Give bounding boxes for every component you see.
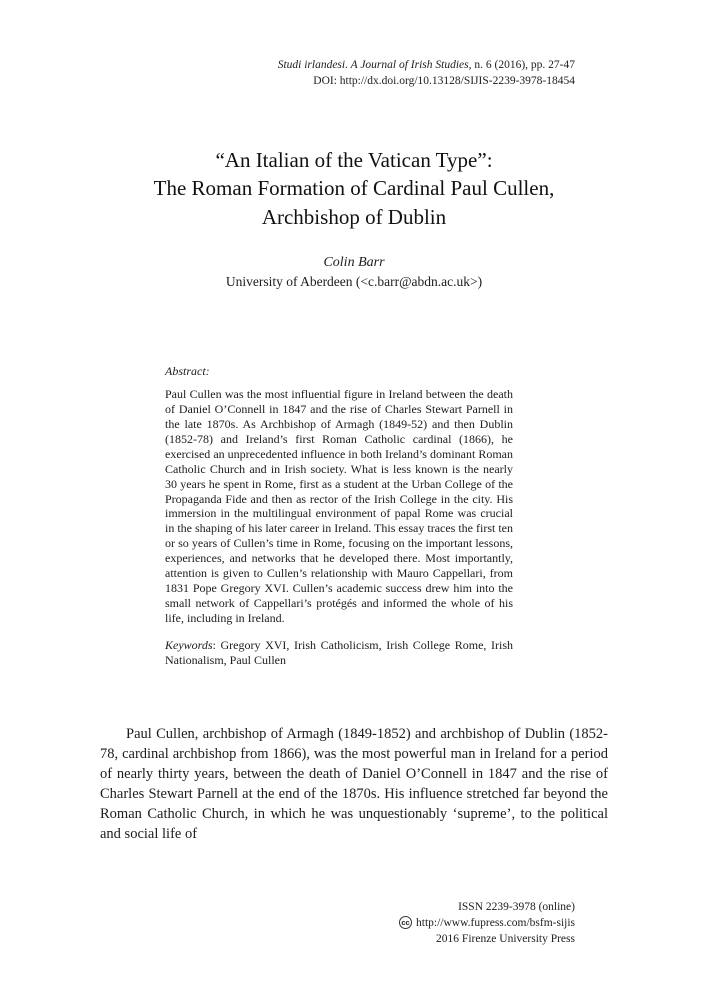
author-affiliation: University of Aberdeen (<c.barr@abdn.ac.uk>) [225,273,483,289]
keywords-line [165,638,513,668]
article-body [100,724,608,844]
page-footer [399,899,575,947]
publisher-url-link[interactable]: http://www.fupress.com/bsfm-sijis [416,916,575,929]
body-paragraph: Paul Cullen, archbishop of Armagh (1849-1852) and archbishop of Dublin (1852-78, cardinal archbishop from 1866), was the most powerful man in Ireland for a period of nearly thirty years, between the death of Daniel O’Connell in 1847 and the rise of Charles Stewart Parnell at the end of the 1870s. His influence stretched far beyond the Roman Catholic Church, in which he was unquestionably ‘supreme’, to the political and social life of [100,726,608,843]
journal-header [100,58,575,89]
publisher-line: 2016 Firenze University Press [436,932,575,945]
author-block [100,253,608,291]
license-line [399,915,575,931]
issn-line: ISSN 2239-3978 (online) [458,900,575,913]
keywords-text: : Gregory XVI, Irish Catholicism, Irish College Rome, Irish Nationalism, Paul Cullen [165,638,513,668]
abstract-section [165,364,513,669]
abstract-text: Paul Cullen was the most influential figure in Ireland between the death of Daniel O’Connell in 1847 and the rise of Charles Stewart Parnell in the late 1870s. As Archbishop of Armagh (1849-52) and then Dublin (1852-78) and Ireland’s first Roman Catholic cardinal (1866), he exercised an unprecedented influence in both Ireland’s dominant Roman Catholic Church and in Irish society. What is less known is the nearly 30 years he spent in Rome, first as a student at the Urban College of the Propaganda Fide and then as rector of the Irish College in the city. His immersion in the multilingual environment of papal Rome was crucial in the shaping of his later career in Ireland. This essay traces the first ten or so years of Cullen’s time in Rome, focusing on the important lessons, experiences, and networks that he developed there. Most importantly, attention is given to Cullen’s relationship with Mauro Cappellari, from 1831 Pope Gregory XVI. Cullen’s academic success drew him into the small network of Cappellari’s protégés and informed the whole of his life, including in Ireland. [165,387,513,625]
journal-citation [100,58,575,74]
article-title-line2: The Roman Formation of Cardinal Paul Cullen, [153,176,555,201]
article-title-line1: “An Italian of the Vatican Type”: [215,148,493,173]
creative-commons-icon: cc [399,916,412,929]
article-title-line3: Archbishop of Dublin [261,204,447,229]
keywords-label: Keywords [165,638,213,653]
author-name: Colin Barr [323,255,385,271]
journal-name: Studi irlandesi. A Journal of Irish Studies [277,59,469,71]
journal-issue: , n. 6 (2016), pp. 27-47 [468,59,575,71]
article-title [100,146,608,231]
journal-doi-link[interactable]: DOI: http://dx.doi.org/10.13128/SIJIS-2239-3978-18454 [313,74,575,87]
abstract-label: Abstract: [165,363,210,378]
